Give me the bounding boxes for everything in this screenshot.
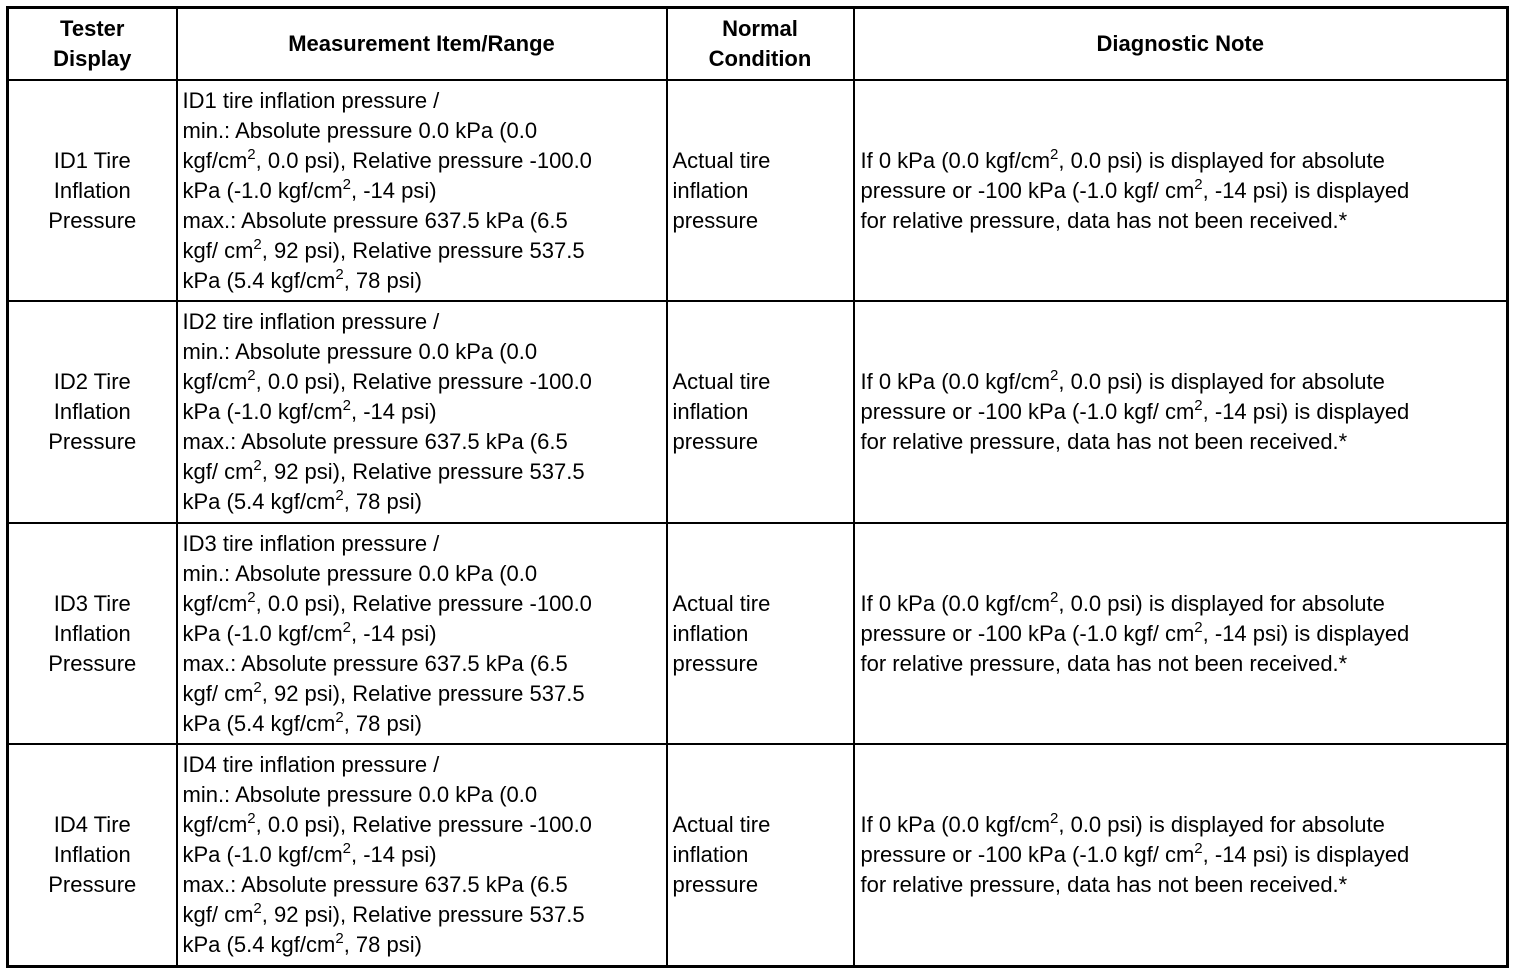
display-line: Inflation [53, 842, 131, 868]
normal-condition-cell [667, 523, 854, 744]
diagnostic-note-cell [854, 744, 1508, 966]
measurement-text: , 78 psi) [343, 710, 422, 736]
superscript: 2 [1194, 840, 1203, 858]
table-row [8, 744, 1508, 966]
measurement-text: max.: Absolute pressure 637.5 kPa (6.5 [182, 429, 568, 455]
measurement-text: kPa (-1.0 kgf/cm [182, 620, 343, 646]
measurement-line [183, 427, 662, 457]
normal-line: pressure [672, 872, 759, 898]
measurement-line [183, 900, 662, 930]
normal-line: Actual tire [672, 147, 771, 173]
measurement-text: ID2 tire inflation pressure / [182, 309, 440, 335]
superscript: 2 [247, 367, 256, 385]
measurement-line [183, 86, 662, 116]
measurement-text: kgf/cm [182, 812, 248, 838]
note-line [861, 397, 1501, 427]
note-text: , -14 psi) is displayed [1202, 399, 1410, 425]
note-line [861, 619, 1501, 649]
measurement-text: , 78 psi) [343, 489, 422, 515]
measurement-line [183, 529, 662, 559]
superscript: 2 [253, 678, 262, 696]
measurement-text: max.: Absolute pressure 637.5 kPa (6.5 [182, 650, 568, 676]
measurement-line [183, 116, 662, 146]
note-text: , 0.0 psi) is displayed for absolute [1058, 812, 1385, 838]
measurement-text: max.: Absolute pressure 637.5 kPa (6.5 [182, 872, 568, 898]
note-text: If 0 kPa (0.0 kgf/cm [860, 590, 1051, 616]
measurement-text: , -14 psi) [351, 177, 437, 203]
note-line [861, 649, 1501, 679]
note-line [861, 176, 1501, 206]
measurement-line [183, 619, 662, 649]
note-line [861, 870, 1501, 900]
table-row [8, 523, 1508, 744]
measurement-text: , 0.0 psi), Relative pressure -100.0 [255, 147, 592, 173]
superscript: 2 [1050, 810, 1059, 828]
measurement-line [183, 679, 662, 709]
measurement-text: kgf/ cm [182, 680, 254, 706]
note-text: , 0.0 psi) is displayed for absolute [1058, 147, 1385, 173]
display-line: Inflation [53, 620, 131, 646]
note-text: pressure or -100 kPa (-1.0 kgf/ cm [860, 620, 1195, 646]
measurement-text: , -14 psi) [351, 842, 437, 868]
note-text: , 0.0 psi) is displayed for absolute [1058, 369, 1385, 395]
note-text: , 0.0 psi) is displayed for absolute [1058, 590, 1385, 616]
note-text: for relative pressure, data has not been received.* [860, 207, 1348, 233]
diagnostic-note-cell [854, 301, 1508, 522]
display-line: Inflation [53, 177, 131, 203]
measurement-text: , 0.0 psi), Relative pressure -100.0 [255, 590, 592, 616]
normal-condition-cell [667, 80, 854, 301]
measurement-text: min.: Absolute pressure 0.0 kPa (0.0 [182, 339, 538, 365]
normal-line: inflation [672, 177, 749, 203]
superscript: 2 [1194, 397, 1203, 415]
normal-line: pressure [672, 207, 759, 233]
tire-pressure-spec-table [6, 6, 1509, 968]
measurement-text: kgf/ cm [182, 237, 254, 263]
display-line: ID4 Tire [53, 812, 131, 838]
normal-line: inflation [672, 620, 749, 646]
header-line: Tester [60, 16, 125, 41]
superscript: 2 [1050, 588, 1059, 606]
note-text: If 0 kPa (0.0 kgf/cm [860, 812, 1051, 838]
display-line: Inflation [53, 399, 131, 425]
display-line: ID2 Tire [53, 369, 131, 395]
measurement-text: kPa (-1.0 kgf/cm [182, 399, 343, 425]
header-line: Condition [708, 46, 812, 71]
display-line: Pressure [48, 872, 137, 898]
measurement-line [183, 367, 662, 397]
header-row [8, 8, 1508, 81]
note-text: for relative pressure, data has not been received.* [860, 429, 1348, 455]
measurement-line [183, 146, 662, 176]
tester-display-cell [8, 80, 177, 301]
header-line: Measurement Item/Range [288, 31, 555, 56]
measurement-text: , 78 psi) [343, 267, 422, 293]
superscript: 2 [253, 235, 262, 253]
diagnostic-note-cell [854, 80, 1508, 301]
header-measurement [177, 8, 667, 81]
note-text: If 0 kPa (0.0 kgf/cm [860, 147, 1051, 173]
measurement-line [183, 930, 662, 960]
display-line: Pressure [48, 650, 137, 676]
measurement-line [183, 840, 662, 870]
header-line: Display [53, 46, 132, 71]
superscript: 2 [342, 618, 351, 636]
measurement-text: min.: Absolute pressure 0.0 kPa (0.0 [182, 117, 538, 143]
measurement-line [183, 206, 662, 236]
table-row [8, 301, 1508, 522]
measurement-text: kgf/ cm [182, 902, 254, 928]
superscript: 2 [335, 930, 344, 948]
superscript: 2 [342, 840, 351, 858]
measurement-text: , -14 psi) [351, 399, 437, 425]
measurement-text: , 0.0 psi), Relative pressure -100.0 [255, 369, 592, 395]
measurement-line [183, 457, 662, 487]
measurement-text: kPa (-1.0 kgf/cm [182, 842, 343, 868]
measurement-line [183, 649, 662, 679]
display-line: ID3 Tire [53, 590, 131, 616]
measurement-text: ID3 tire inflation pressure / [182, 530, 440, 556]
normal-condition-cell [667, 301, 854, 522]
superscript: 2 [335, 265, 344, 283]
measurement-line [183, 307, 662, 337]
diagnostic-note-cell [854, 523, 1508, 744]
note-text: pressure or -100 kPa (-1.0 kgf/ cm [860, 177, 1195, 203]
tester-display-cell [8, 523, 177, 744]
superscript: 2 [1050, 367, 1059, 385]
measurement-line [183, 266, 662, 296]
note-line [861, 427, 1501, 457]
header-tester-display [8, 8, 177, 81]
measurement-text: min.: Absolute pressure 0.0 kPa (0.0 [182, 560, 538, 586]
normal-line: inflation [672, 399, 749, 425]
display-line: Pressure [48, 207, 137, 233]
note-text: If 0 kPa (0.0 kgf/cm [860, 369, 1051, 395]
superscript: 2 [335, 708, 344, 726]
measurement-text: kPa (5.4 kgf/cm [182, 267, 336, 293]
superscript: 2 [1194, 175, 1203, 193]
measurement-line [183, 397, 662, 427]
superscript: 2 [342, 175, 351, 193]
header-normal-condition [667, 8, 854, 81]
note-text: for relative pressure, data has not been received.* [860, 872, 1348, 898]
normal-line: Actual tire [672, 812, 771, 838]
table-row [8, 80, 1508, 301]
superscript: 2 [342, 397, 351, 415]
superscript: 2 [335, 487, 344, 505]
note-line [861, 206, 1501, 236]
normal-line: Actual tire [672, 590, 771, 616]
normal-condition-cell [667, 744, 854, 966]
measurement-line [183, 487, 662, 517]
measurement-text: , -14 psi) [351, 620, 437, 646]
superscript: 2 [247, 145, 256, 163]
normal-line: inflation [672, 842, 749, 868]
note-line [861, 810, 1501, 840]
superscript: 2 [1050, 145, 1059, 163]
note-line [861, 146, 1501, 176]
tester-display-cell [8, 744, 177, 966]
measurement-line [183, 589, 662, 619]
measurement-text: kPa (-1.0 kgf/cm [182, 177, 343, 203]
header-line: Diagnostic Note [1096, 31, 1264, 56]
measurement-text: , 78 psi) [343, 932, 422, 958]
note-line [861, 840, 1501, 870]
header-line: Normal [722, 16, 798, 41]
measurement-text: kPa (5.4 kgf/cm [182, 932, 336, 958]
measurement-text: ID1 tire inflation pressure / [182, 87, 440, 113]
measurement-line [183, 236, 662, 266]
measurement-text: , 0.0 psi), Relative pressure -100.0 [255, 812, 592, 838]
note-line [861, 589, 1501, 619]
measurement-text: , 92 psi), Relative pressure 537.5 [261, 237, 585, 263]
measurement-line [183, 870, 662, 900]
header-diagnostic-note [854, 8, 1508, 81]
note-text: , -14 psi) is displayed [1202, 842, 1410, 868]
measurement-line [183, 337, 662, 367]
measurement-line [183, 559, 662, 589]
measurement-text: kgf/ cm [182, 459, 254, 485]
superscript: 2 [253, 900, 262, 918]
normal-line: pressure [672, 429, 759, 455]
measurement-text: kgf/cm [182, 147, 248, 173]
note-text: for relative pressure, data has not been received.* [860, 650, 1348, 676]
measurement-text: ID4 tire inflation pressure / [182, 752, 440, 778]
superscript: 2 [247, 588, 256, 606]
display-line: Pressure [48, 429, 137, 455]
measurement-text: , 92 psi), Relative pressure 537.5 [261, 680, 585, 706]
note-text: pressure or -100 kPa (-1.0 kgf/ cm [860, 842, 1195, 868]
measurement-cell [177, 523, 667, 744]
measurement-text: max.: Absolute pressure 637.5 kPa (6.5 [182, 207, 568, 233]
superscript: 2 [247, 810, 256, 828]
superscript: 2 [253, 457, 262, 475]
measurement-line [183, 176, 662, 206]
tester-display-cell [8, 301, 177, 522]
measurement-line [183, 709, 662, 739]
measurement-text: kgf/cm [182, 369, 248, 395]
measurement-text: kPa (5.4 kgf/cm [182, 489, 336, 515]
normal-line: pressure [672, 650, 759, 676]
normal-line: Actual tire [672, 369, 771, 395]
measurement-text: , 92 psi), Relative pressure 537.5 [261, 902, 585, 928]
measurement-cell [177, 80, 667, 301]
measurement-cell [177, 301, 667, 522]
note-text: , -14 psi) is displayed [1202, 620, 1410, 646]
note-text: , -14 psi) is displayed [1202, 177, 1410, 203]
display-line: ID1 Tire [53, 147, 131, 173]
measurement-line [183, 810, 662, 840]
measurement-text: kgf/cm [182, 590, 248, 616]
measurement-text: , 92 psi), Relative pressure 537.5 [261, 459, 585, 485]
note-text: pressure or -100 kPa (-1.0 kgf/ cm [860, 399, 1195, 425]
superscript: 2 [1194, 618, 1203, 636]
note-line [861, 367, 1501, 397]
measurement-text: min.: Absolute pressure 0.0 kPa (0.0 [182, 782, 538, 808]
measurement-line [183, 780, 662, 810]
measurement-text: kPa (5.4 kgf/cm [182, 710, 336, 736]
measurement-line [183, 750, 662, 780]
measurement-cell [177, 744, 667, 966]
